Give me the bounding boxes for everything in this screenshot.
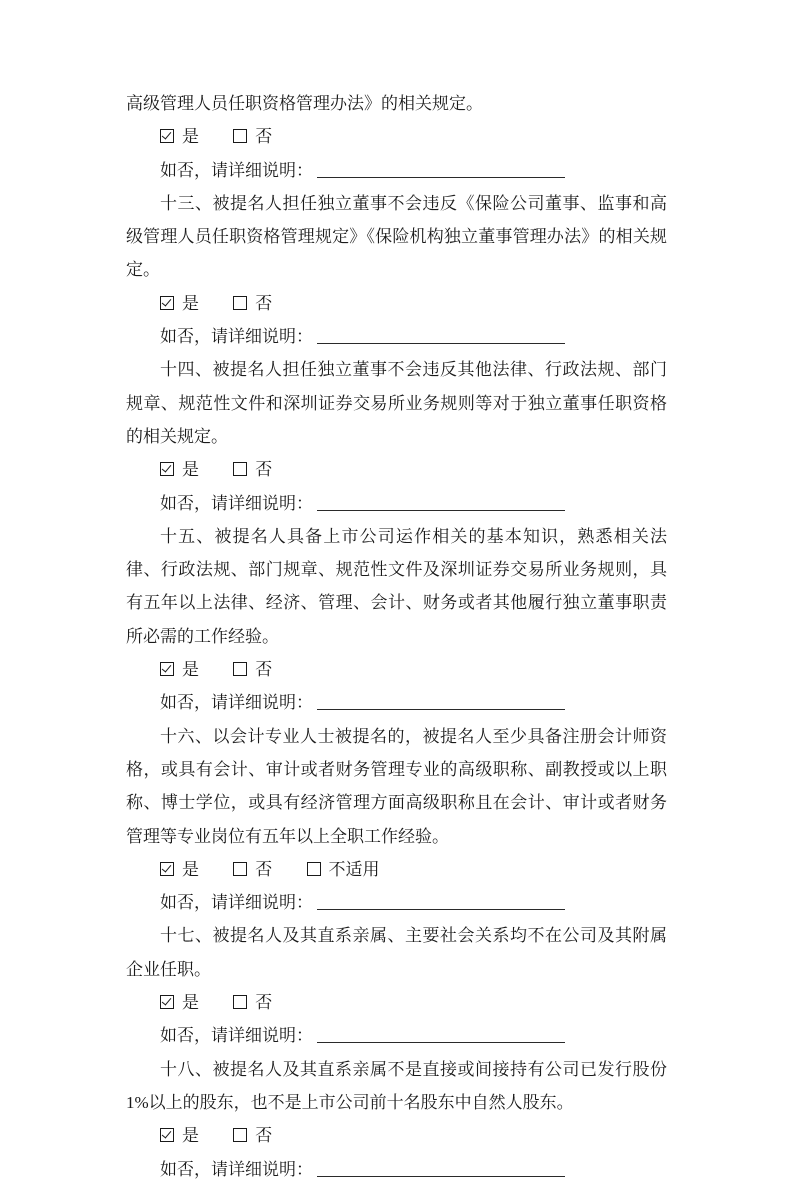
item-text: 十八、被提名人及其直系亲属不是直接或间接持有公司已发行股份 1%以上的股东，也不是上市公司前十名股东中自然人股东。: [126, 1059, 667, 1112]
option-label: 否: [255, 660, 273, 680]
detail-row: [126, 686, 667, 719]
form-item-15: [126, 520, 667, 720]
detail-label: 如否，请详细说明：: [160, 1026, 313, 1046]
option-yes[interactable]: [160, 986, 199, 1019]
option-no[interactable]: [233, 853, 272, 886]
form-item-16: [126, 720, 667, 920]
options-row: [126, 853, 667, 886]
checkbox-checked-icon[interactable]: [160, 129, 174, 143]
detail-row: [126, 154, 667, 187]
option-label: 是: [182, 460, 199, 480]
option-yes[interactable]: [160, 1119, 199, 1152]
detail-label: 如否，请详细说明：: [160, 160, 313, 180]
option-label: 否: [255, 127, 273, 147]
option-label: 是: [182, 127, 199, 147]
option-yes[interactable]: [160, 287, 199, 320]
detail-blank-line[interactable]: [317, 163, 565, 178]
option-no[interactable]: [233, 1119, 272, 1152]
detail-label: 如否，请详细说明：: [160, 327, 313, 347]
options-row: [126, 287, 667, 320]
form-item-14: [126, 353, 667, 519]
checkbox-unchecked-icon[interactable]: [233, 995, 247, 1009]
option-no[interactable]: [233, 287, 272, 320]
item-text: 十五、被提名人具备上市公司运作相关的基本知识，熟悉相关法律、行政法规、部门规章、规范性文件及深圳证券交易所业务规则，具有五年以上法律、经济、管理、会计、财务或者其他履行独立董事职责所必需的工作经验。: [126, 526, 667, 646]
detail-blank-line[interactable]: [317, 1162, 565, 1177]
option-label: 否: [255, 859, 273, 879]
detail-blank-line[interactable]: [317, 695, 565, 710]
option-no[interactable]: [233, 453, 272, 486]
option-label: 是: [182, 859, 199, 879]
option-no[interactable]: [233, 986, 272, 1019]
form-item-13: [126, 187, 667, 353]
options-row: [126, 986, 667, 1019]
option-no[interactable]: [233, 653, 272, 686]
form-item-17: [126, 919, 667, 1052]
option-yes[interactable]: [160, 853, 199, 886]
detail-row: [126, 1019, 667, 1052]
option-yes[interactable]: [160, 453, 199, 486]
options-row: [126, 120, 667, 153]
checkbox-checked-icon[interactable]: [160, 662, 174, 676]
options-row: [126, 453, 667, 486]
checkbox-checked-icon[interactable]: [160, 1128, 174, 1142]
item-text: 十三、被提名人担任独立董事不会违反《保险公司董事、监事和高级管理人员任职资格管理规定》《保险机构独立董事管理办法》的相关规定。: [126, 193, 667, 280]
item-text: 十四、被提名人担任独立董事不会违反其他法律、行政法规、部门规章、规范性文件和深圳证券交易所业务规则等对于独立董事任职资格的相关规定。: [126, 360, 667, 446]
checkbox-unchecked-icon[interactable]: [233, 662, 247, 676]
option-label: 是: [182, 660, 199, 680]
form-item-18: [126, 1053, 667, 1186]
detail-label: 如否，请详细说明：: [160, 693, 313, 713]
option-label: 是: [182, 993, 199, 1013]
option-label: 否: [255, 1126, 273, 1146]
checkbox-checked-icon[interactable]: [160, 296, 174, 310]
options-row: [126, 1119, 667, 1152]
option-label: 是: [182, 293, 199, 313]
detail-label: 如否，请详细说明：: [160, 893, 313, 913]
detail-row: [126, 1153, 667, 1186]
checkbox-unchecked-icon[interactable]: [233, 1128, 247, 1142]
option-label: 不适用: [328, 859, 380, 879]
detail-row: [126, 320, 667, 353]
detail-row: [126, 487, 667, 520]
option-label: 否: [255, 293, 273, 313]
item-text: 十七、被提名人及其直系亲属、主要社会关系均不在公司及其附属企业任职。: [126, 926, 667, 979]
checkbox-unchecked-icon[interactable]: [233, 129, 247, 143]
detail-blank-line[interactable]: [317, 329, 565, 344]
option-no[interactable]: [233, 120, 272, 153]
option-label: 是: [182, 1126, 199, 1146]
detail-blank-line[interactable]: [317, 496, 565, 511]
detail-blank-line[interactable]: [317, 895, 565, 910]
checkbox-checked-icon[interactable]: [160, 995, 174, 1009]
options-row: [126, 653, 667, 686]
item-text: 高级管理人员任职资格管理办法》的相关规定。: [126, 94, 483, 113]
checkbox-checked-icon[interactable]: [160, 862, 174, 876]
checkbox-unchecked-icon[interactable]: [233, 296, 247, 310]
detail-label: 如否，请详细说明：: [160, 493, 313, 513]
checkbox-unchecked-icon[interactable]: [307, 862, 321, 876]
item-text: 十六、以会计专业人士被提名的，被提名人至少具备注册会计师资格，或具有会计、审计或者财务管理专业的高级职称、副教授或以上职称、博士学位，或具有经济管理方面高级职称且在会计、审计或者财务管理等专业岗位有五年以上全职工作经验。: [126, 726, 667, 846]
option-yes[interactable]: [160, 120, 199, 153]
form-item-12-continuation: [126, 87, 667, 187]
checkbox-checked-icon[interactable]: [160, 462, 174, 476]
option-not-applicable[interactable]: [307, 853, 380, 886]
option-yes[interactable]: [160, 653, 199, 686]
option-label: 否: [255, 993, 273, 1013]
detail-blank-line[interactable]: [317, 1028, 565, 1043]
checkbox-unchecked-icon[interactable]: [233, 462, 247, 476]
checkbox-unchecked-icon[interactable]: [233, 862, 247, 876]
detail-row: [126, 886, 667, 919]
option-label: 否: [255, 460, 273, 480]
document-page: [126, 87, 667, 1186]
detail-label: 如否，请详细说明：: [160, 1159, 313, 1179]
